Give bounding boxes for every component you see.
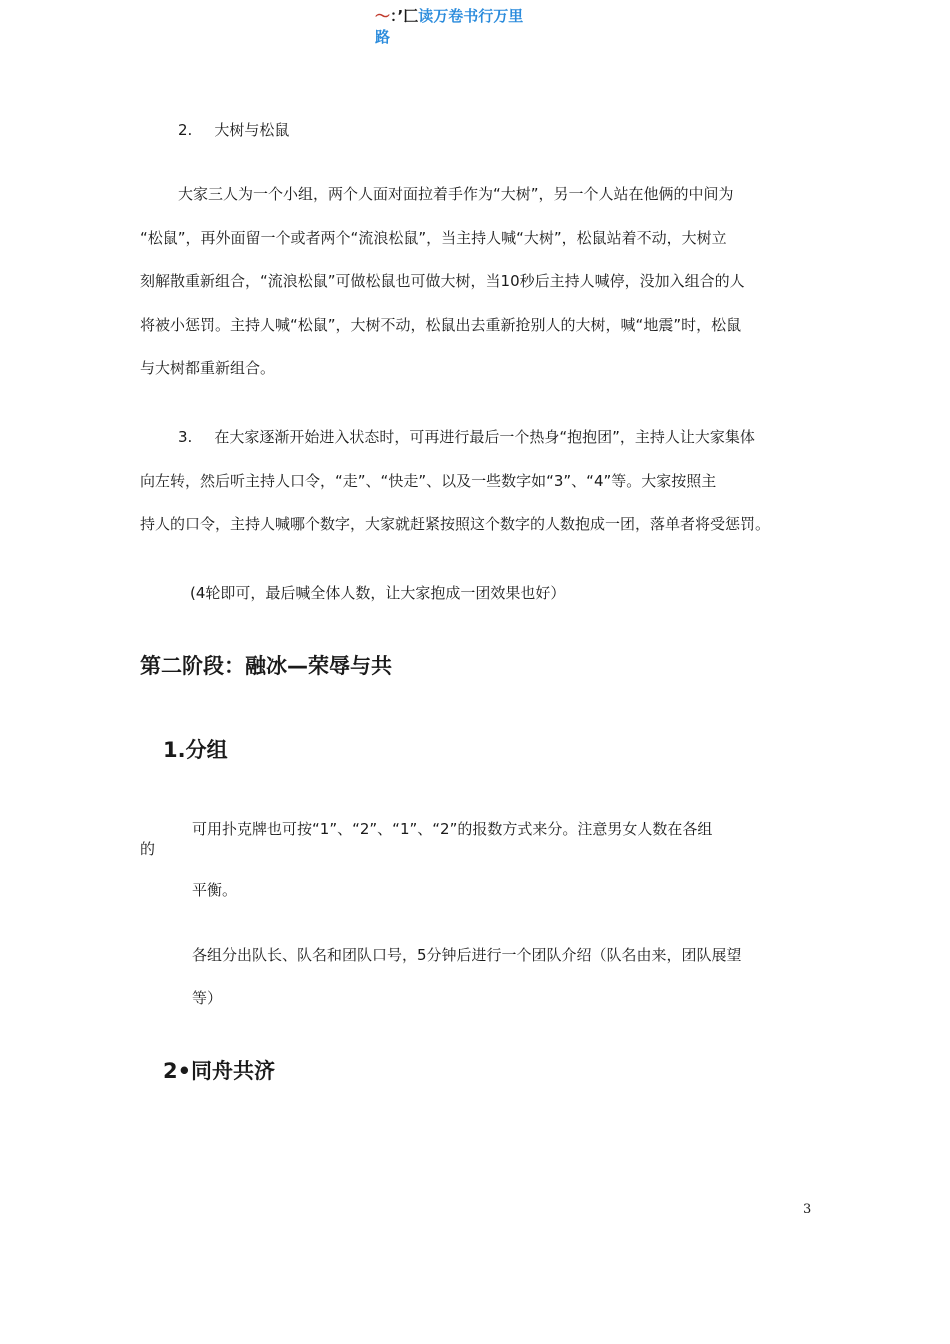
sec2-line: 刻解散重新组合，“流浪松鼠”可做松鼠也可做大树，当10秒后主持人喊停，没加入组合的人: [140, 272, 745, 290]
sec2-line: “松鼠”，再外面留一个或者两个“流浪松鼠”，当主持人喊“大树”，松鼠站着不动，大树立: [140, 229, 727, 247]
sec3-text: 在大家逐渐开始进入状态时，可再进行最后一个热身“抱抱团”，主持人让大家集体: [214, 428, 755, 446]
sec2-heading: [178, 119, 289, 141]
group-heading: 1.分组: [163, 738, 228, 762]
group-line: 各组分出队长、队名和团队口号，5分钟后进行一个团队介绍（队名由来，团队展望: [192, 946, 742, 964]
stage2-title: 第二阶段：融冰—荣辱与共: [140, 654, 392, 678]
header-punct: ：’: [390, 7, 404, 25]
sec3-number: 3.: [178, 428, 193, 446]
group-line: 等）: [192, 989, 223, 1007]
sec2-line: 与大树都重新组合。: [140, 359, 276, 377]
header-mark: 〜: [375, 7, 391, 25]
sec2-line: 将被小惩罚。主持人喊“松鼠”，大树不动，松鼠出去重新抢别人的大树，喊“地震”时，松鼠: [140, 316, 742, 334]
sec2-title: 大树与松鼠: [214, 121, 290, 139]
sec2-number: 2.: [178, 121, 193, 139]
sec3-first-line: [178, 426, 755, 448]
header-slogan: 读万卷书行万里: [418, 7, 524, 25]
group-line-tail: 的: [140, 840, 156, 858]
header-glyph: 匚: [403, 7, 419, 25]
sec3-line: 持人的口令，主持人喊哪个数字，大家就赶紧按照这个数字的人数抱成一团，落单者将受惩罚。: [140, 515, 771, 533]
group-line: 平衡。: [192, 881, 238, 899]
boat-heading: 2•同舟共济: [163, 1059, 276, 1083]
sec2-line: 大家三人为一个小组，两个人面对面拉着手作为“大树”，另一个人站在他俩的中间为: [178, 185, 734, 203]
header-slogan-wrap: 路: [375, 28, 391, 46]
sec3-line: 向左转，然后听主持人口令，“走”、“快走”、以及一些数字如“3”、“4”等。大家按照主: [140, 472, 717, 490]
sec3-note: (4轮即可，最后喊全体人数，让大家抱成一团效果也好）: [190, 584, 566, 602]
group-line: 可用扑克牌也可按“1”、“2”、“1”、“2”的报数方式来分。注意男女人数在各组: [192, 820, 713, 838]
page-header: [375, 6, 523, 48]
page-number: 3: [803, 1202, 812, 1217]
header-line-1: [375, 6, 523, 27]
